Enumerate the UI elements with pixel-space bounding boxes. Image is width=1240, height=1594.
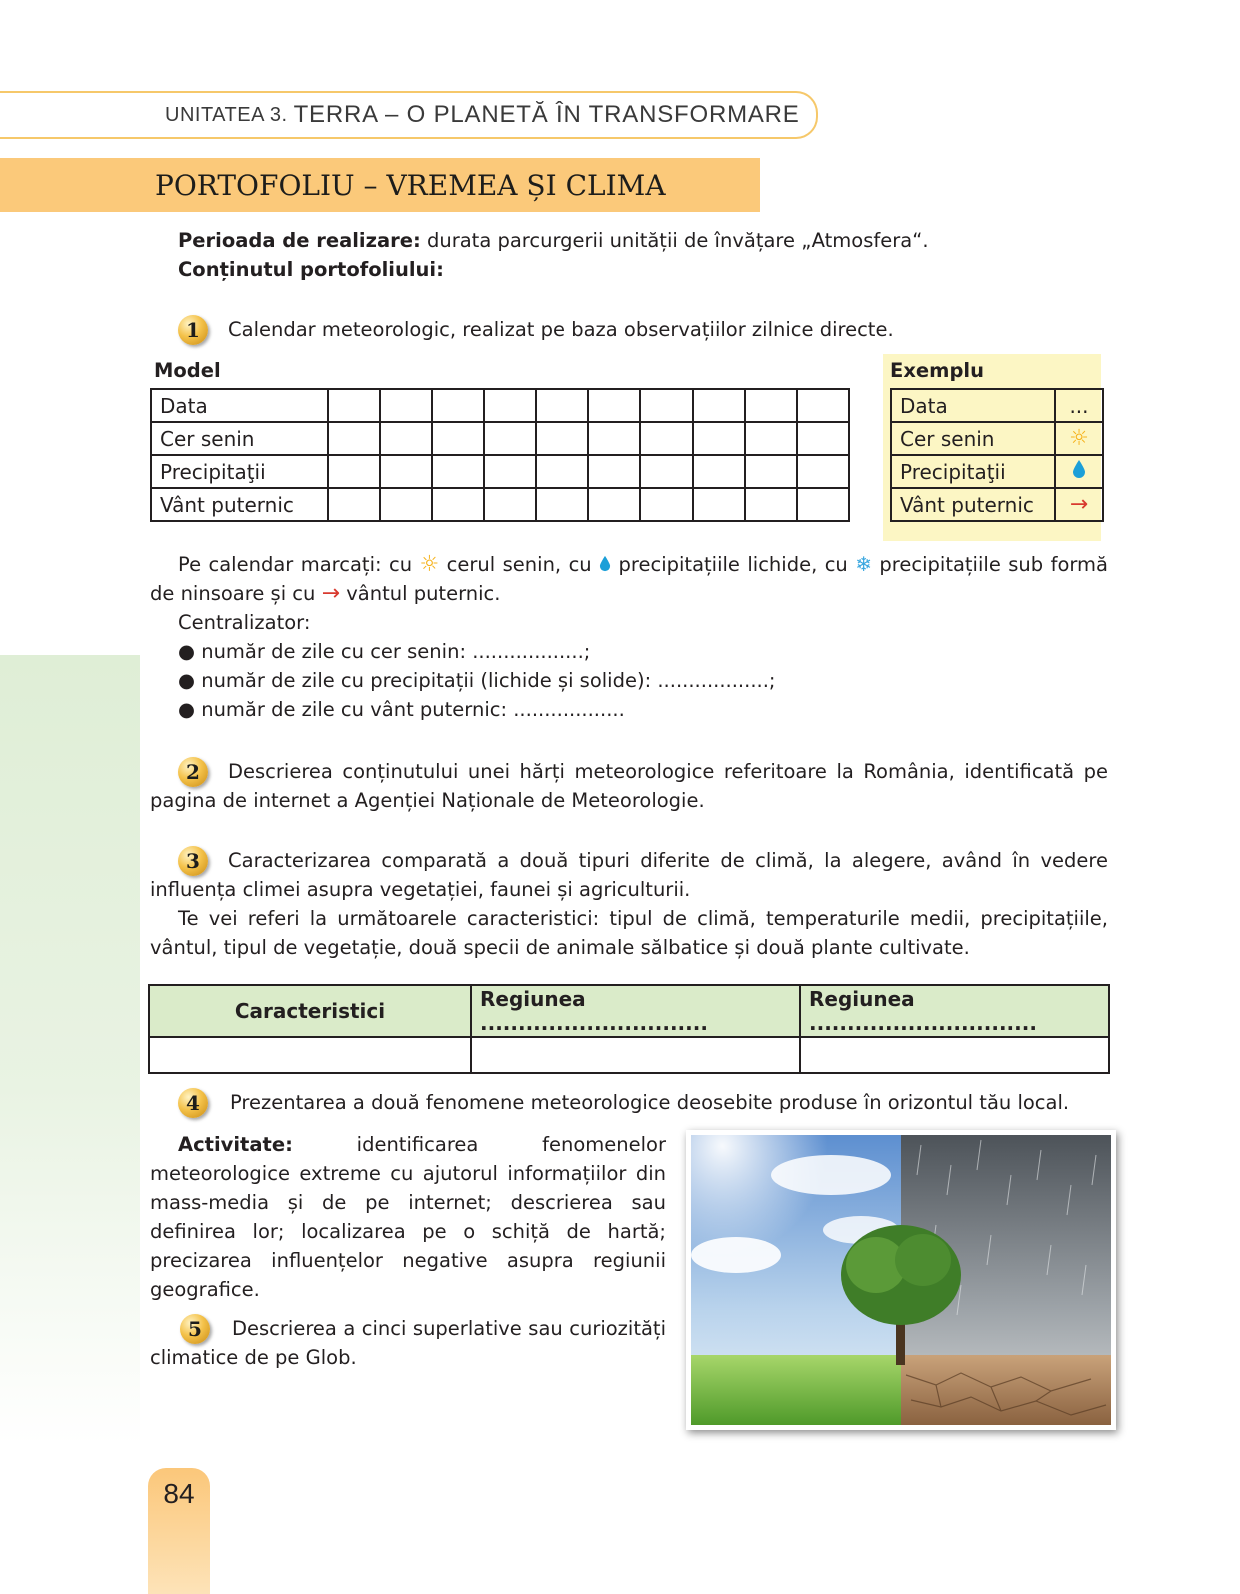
row-label: Precipitaţii xyxy=(151,455,328,488)
row-label: Cer senin xyxy=(151,422,328,455)
unit-prefix: UNITATEA 3. xyxy=(165,103,288,126)
item-3-text2: Te vei referi la următoarele caracteristici: tipul de climă, temperaturile medii, precipitațiile, vântul, tipul de vegetație, două specii de animale sălbatice și două plante cultivate. xyxy=(150,907,1108,959)
table-row xyxy=(151,389,849,422)
item-2-text: Descrierea conținutului unei hărți meteorologice referitoare la România, identificată pe pagina de internet a Agenției Naționale de Meteorologie. xyxy=(150,760,1108,812)
row-label: Data xyxy=(151,389,328,422)
row-label: Cer senin xyxy=(891,422,1055,455)
item-5-text: Descrierea a cinci superlative sau curiozități climatice de pe Glob. xyxy=(150,1317,666,1369)
sun-icon: ☼ xyxy=(419,552,440,577)
list-item: ● număr de zile cu vânt puternic: .................. xyxy=(178,698,625,721)
row-label: Vânt puternic xyxy=(151,488,328,521)
header-characteristics: Caracteristici xyxy=(149,985,471,1037)
table-row xyxy=(891,455,1103,488)
table-row xyxy=(891,389,1103,422)
item-2-number-badge: 2 xyxy=(178,757,208,787)
item-3-text: Caracterizarea comparată a două tipuri diferite de climă, la alegere, având în vedere influența climei asupra vegetației, faunei și agriculturii. xyxy=(150,849,1108,901)
example-label: Exemplu xyxy=(890,359,984,382)
table-row xyxy=(149,1037,1109,1073)
model-label: Model xyxy=(154,359,221,382)
row-label: Precipitaţii xyxy=(891,455,1055,488)
calendar-example-table xyxy=(890,388,1104,522)
arrow-right-icon: → xyxy=(1069,492,1089,517)
item-3-number-badge: 3 xyxy=(178,846,208,876)
table-row xyxy=(151,422,849,455)
content-label: Conținutul portofoliului: xyxy=(178,258,444,281)
item-5-number-badge: 5 xyxy=(180,1314,210,1344)
centralizer-label: Centralizator: xyxy=(178,611,311,634)
raindrop-icon xyxy=(1072,459,1086,479)
section-title: PORTOFOLIU – VREMEA ȘI CLIMA xyxy=(155,168,666,202)
activity-paragraph xyxy=(150,1130,666,1304)
table-row xyxy=(891,422,1103,455)
unit-title: TERRA – O PLANETĂ ÎN TRANSFORMARE xyxy=(293,101,800,128)
list-item: ● număr de zile cu cer senin: ..................; xyxy=(178,640,591,663)
table-row xyxy=(891,488,1103,521)
tree-weather-illustration xyxy=(691,1135,1111,1425)
period-text: durata parcurgerii unității de învățare „Atmosfera“. xyxy=(420,229,929,252)
list-item: ● număr de zile cu precipitații (lichide și solide): ..................; xyxy=(178,669,776,692)
section-title-bar xyxy=(0,158,760,212)
side-decor-band xyxy=(0,655,140,1445)
calendar-model-table xyxy=(150,388,850,522)
arrow-right-icon: → xyxy=(321,581,341,606)
activity-label: Activitate: xyxy=(178,1133,293,1156)
content-label-line xyxy=(178,255,444,284)
climate-contrast-photo xyxy=(686,1130,1116,1430)
marking-paragraph: Pe calendar marcați: cu ☼ cerul senin, cu precipitațiile lichide, cu ❄ precipitațiile sub formă de ninsoare și cu → vântul puternic. xyxy=(150,552,1108,606)
unit-header xyxy=(0,91,818,139)
item-4-number-badge: 4 xyxy=(178,1088,208,1118)
header-region-2: Regiunea .............................. xyxy=(800,985,1109,1037)
page-number-tab xyxy=(148,1468,210,1594)
raindrop-icon xyxy=(599,555,611,572)
snowflake-icon: ❄ xyxy=(855,552,872,576)
period-line xyxy=(178,226,1108,255)
item-1-text: Calendar meteorologic, realizat pe baza observațiilor zilnice directe. xyxy=(228,318,894,341)
page-number: 84 xyxy=(163,1478,195,1509)
header-region-1: Regiunea .............................. xyxy=(471,985,800,1037)
table-header-row xyxy=(149,985,1109,1037)
ellipsis-cell: ... xyxy=(1055,389,1103,422)
item-1-number-badge: 1 xyxy=(178,315,208,345)
activity-text: identificarea fenomenelor meteorologice extreme cu ajutorul informațiilor din mass-media și de pe internet; descrierea sau definirea lor; localizarea pe o schiță de hartă; precizarea influențelor negative asupra regiunii geografice. xyxy=(150,1133,666,1301)
comparison-table xyxy=(148,984,1110,1074)
table-row xyxy=(151,488,849,521)
table-row xyxy=(151,455,849,488)
sun-icon: ☼ xyxy=(1069,426,1089,451)
item-4-text: Prezentarea a două fenomene meteorologice deosebite produse în orizontul tău local. xyxy=(230,1091,1070,1114)
row-label: Vânt puternic xyxy=(891,488,1055,521)
period-label: Perioada de realizare: xyxy=(178,229,421,252)
row-label: Data xyxy=(891,389,1055,422)
